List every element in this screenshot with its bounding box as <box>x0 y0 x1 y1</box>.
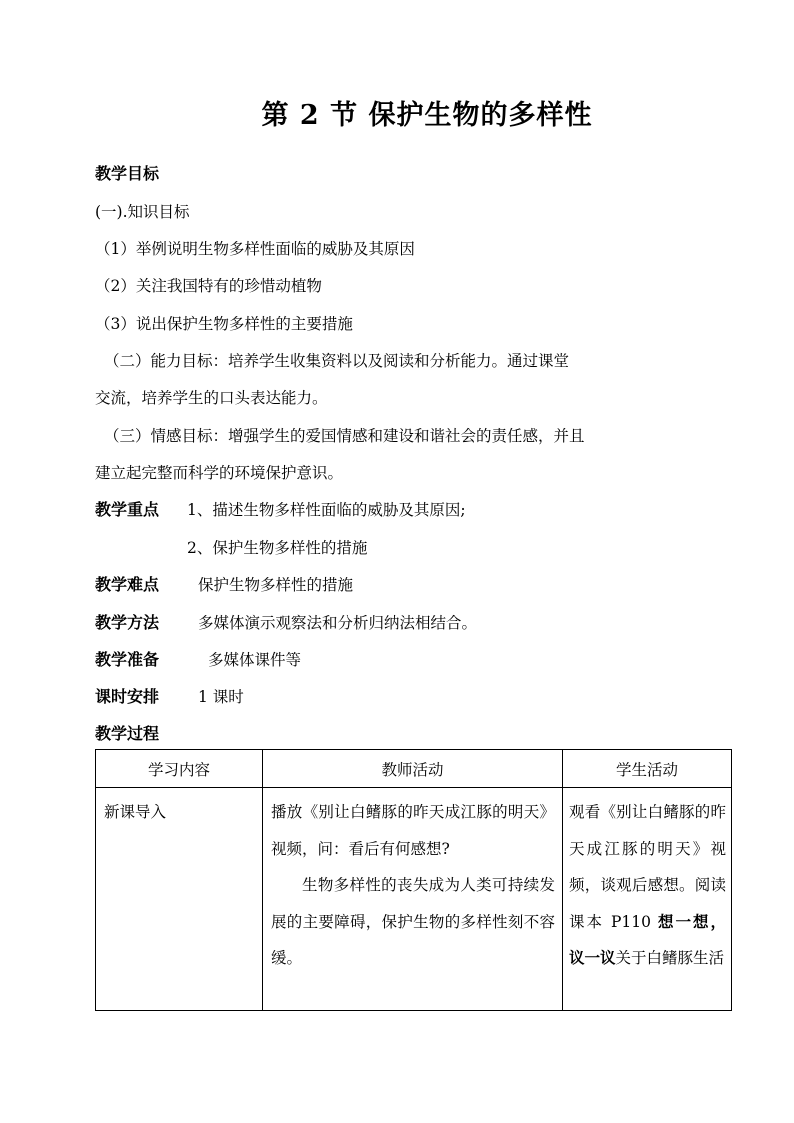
schedule-value: 1 课时 <box>198 688 244 706</box>
knowledge-item-1: （1）举例说明生物多样性面临的威胁及其原因 <box>95 240 415 258</box>
content-text: 新课导入 <box>104 803 167 821</box>
student-activity-cell <box>563 788 732 1011</box>
content-cell <box>96 788 263 1011</box>
teacher-paragraph-2: 生物多样性的丧失成为人类可持续发展的主要障碍，保护生物的多样性刻不容缓。 <box>271 876 555 967</box>
teacher-paragraph-1: 播放《别让白鳍豚的昨天成江豚的明天》视频，问：看后有何感想? <box>271 803 555 858</box>
key-points-label: 教学重点 <box>95 500 160 519</box>
difficulty-label: 教学难点 <box>95 575 160 594</box>
column-header-content: 学习内容 <box>96 750 263 788</box>
key-point-item-1: 1、描述生物多样性面临的威胁及其原因; <box>187 501 466 519</box>
process-table <box>95 749 732 1011</box>
difficulty-value: 保护生物多样性的措施 <box>198 576 354 594</box>
objectives-heading: 教学目标 <box>95 164 160 183</box>
page-title: 第 2 节 保护生物的多样性 <box>261 100 593 131</box>
method-value: 多媒体演示观察法和分析归纳法相结合。 <box>198 614 478 632</box>
student-text: 观看《别让白鳍豚的昨天成江豚的明天》视频，谈观后感想。阅读课本 P110 <box>569 803 726 931</box>
key-point-item-2: 2、保护生物多样性的措施 <box>187 539 368 557</box>
emotion-objective-line-2: 建立起完整而科学的环境保护意识。 <box>95 464 344 482</box>
emotion-objective-line-1: （三）情感目标：增强学生的爱国情感和建设和谐社会的责任感，并且 <box>104 427 585 445</box>
ability-objective-line-2: 交流，培养学生的口头表达能力。 <box>95 389 328 407</box>
student-bold-text: 想一想，议一议 <box>569 911 726 967</box>
teacher-activity-cell <box>263 788 563 1011</box>
ability-objective-line-1: （二）能力目标：培养学生收集资料以及阅读和分析能力。通过课堂 <box>104 352 570 370</box>
column-header-student: 学生活动 <box>563 750 732 788</box>
preparation-label: 教学准备 <box>95 650 160 669</box>
student-tail-text: 关于白鳍豚生活 <box>615 949 725 967</box>
knowledge-item-3: （3）说出保护生物多样性的主要措施 <box>95 315 353 333</box>
process-heading: 教学过程 <box>95 724 160 743</box>
table-row <box>96 788 732 1011</box>
table-header-row <box>96 750 732 788</box>
method-label: 教学方法 <box>95 613 160 632</box>
column-header-teacher: 教师活动 <box>263 750 563 788</box>
preparation-value: 多媒体课件等 <box>208 651 302 669</box>
student-activity-text <box>563 788 731 977</box>
schedule-label: 课时安排 <box>95 687 160 706</box>
knowledge-objectives-heading: (一).知识目标 <box>95 203 190 221</box>
knowledge-item-2: （2）关注我国特有的珍惜动植物 <box>95 277 322 295</box>
